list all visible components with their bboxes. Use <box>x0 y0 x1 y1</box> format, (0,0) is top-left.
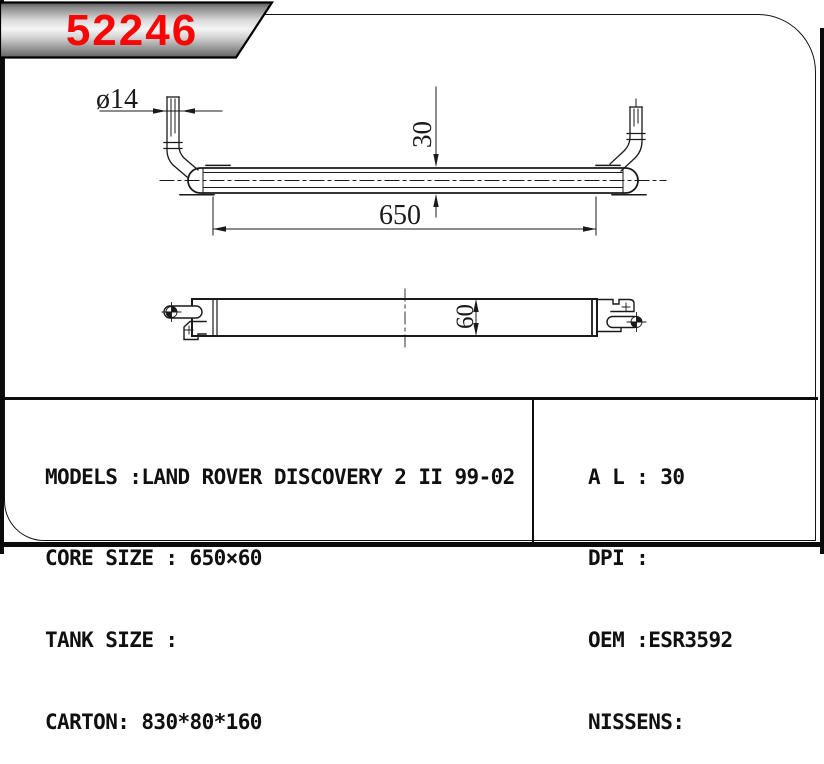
part-number-banner <box>0 0 300 64</box>
spec-row-tank-size <box>45 627 515 654</box>
dim-label-tube-length: 650 <box>379 200 421 231</box>
dimension-tube-length <box>213 197 596 235</box>
spec-label: CORE SIZE <box>45 546 153 570</box>
spec-separator: : <box>153 546 189 570</box>
arrowhead-right-icon <box>583 226 596 231</box>
spec-row-al <box>588 464 733 491</box>
spec-separator: : <box>117 465 141 489</box>
spec-row-carton <box>45 709 515 736</box>
technical-drawing <box>0 60 824 400</box>
cross-mark-icon <box>622 303 630 311</box>
arrowhead-down-icon <box>433 154 438 167</box>
spec-value: LAND ROVER DISCOVERY 2 II 99-02 <box>141 465 514 489</box>
spec-separator: : <box>624 546 648 570</box>
arrowhead-left-icon <box>182 108 195 113</box>
spec-table-divider <box>532 398 534 542</box>
spec-separator: : <box>624 628 648 652</box>
dimension-pipe-diameter <box>96 84 222 115</box>
spec-row-dpi <box>588 545 733 572</box>
spec-table-right-column <box>588 409 733 764</box>
spec-label: A L <box>588 465 624 489</box>
core-body <box>192 299 597 336</box>
spec-separator: : <box>153 628 177 652</box>
spec-separator: : <box>117 710 141 734</box>
spec-label: CARTON <box>45 710 117 734</box>
spec-label: OEM <box>588 628 624 652</box>
dim-label-pipe-diameter: ø14 <box>96 84 138 115</box>
spec-separator: : <box>672 710 684 734</box>
dimension-core-depth <box>452 299 479 336</box>
arrowhead-right-icon <box>153 108 166 113</box>
part-number: 52246 <box>52 8 212 54</box>
dim-label-tube-height: 30 <box>407 121 437 148</box>
dimension-tube-height <box>407 87 439 217</box>
spec-label: DPI <box>588 546 624 570</box>
front-view <box>96 84 666 235</box>
spec-value: 650×60 <box>190 546 262 570</box>
spec-label: TANK SIZE <box>45 628 153 652</box>
spec-table-left-column <box>45 409 515 764</box>
spec-label: NISSENS <box>588 710 672 734</box>
dim-label-core-depth: 60 <box>452 304 479 329</box>
pipe-end-right <box>607 313 646 332</box>
spec-separator: : <box>624 465 660 489</box>
spec-row-core-size <box>45 545 515 572</box>
spec-row-nissens <box>588 709 733 736</box>
spec-row-models <box>45 464 515 491</box>
target-mark-icon <box>627 313 646 332</box>
spec-value: ESR3592 <box>648 628 732 652</box>
spec-label: MODELS <box>45 465 117 489</box>
arrowhead-left-icon <box>213 226 226 231</box>
pipe-end-left <box>162 303 202 322</box>
outlet-pipe-right <box>610 99 645 171</box>
spec-value: 830*80*160 <box>141 710 261 734</box>
spec-value: 30 <box>660 465 684 489</box>
side-view <box>162 289 646 348</box>
arrowhead-up-icon <box>433 194 438 207</box>
spec-row-oem <box>588 627 733 654</box>
